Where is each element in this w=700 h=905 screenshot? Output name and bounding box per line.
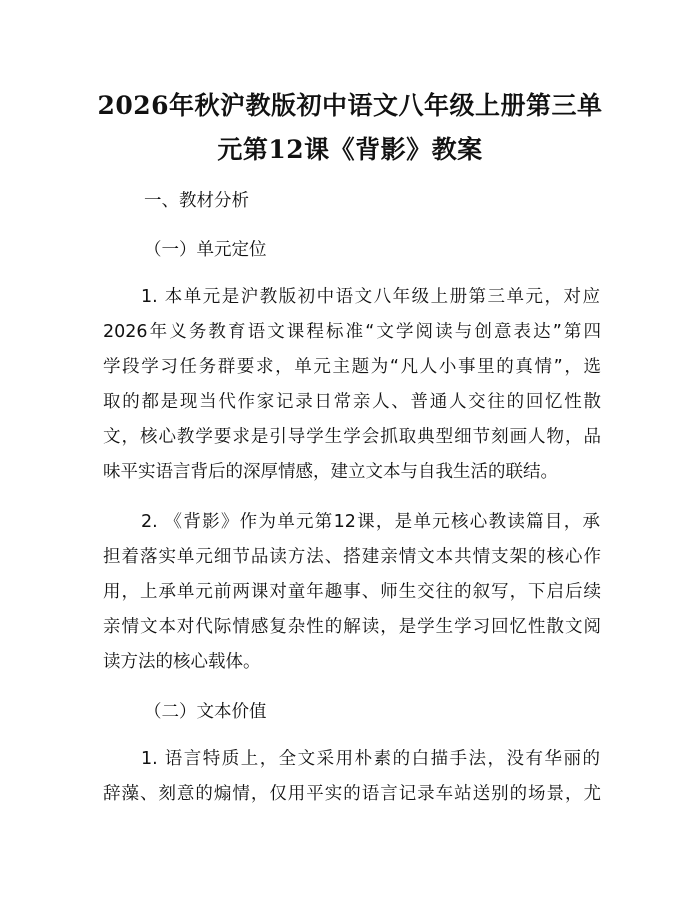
paragraph-line: 取的都是现当代作家记录日常亲人、普通人交往的回忆性散: [103, 392, 601, 412]
paragraph-line: 1. 本单元是沪教版初中语文八年级上册第三单元，对应: [141, 287, 600, 307]
document-title-line-1: 2026年秋沪教版初中语文八年级上册第三单: [97, 91, 603, 120]
subsection-heading-text-value: （二）文本价值: [144, 702, 267, 722]
paragraph-line: 亲情文本对代际情感复杂性的解读，是学生学习回忆性散文阅: [103, 617, 601, 637]
section-heading-textbook-analysis: 一、教材分析: [144, 191, 249, 211]
subsection-heading-unit-positioning: （一）单元定位: [144, 240, 267, 260]
paragraph-line: 1. 语言特质上，全文采用朴素的白描手法，没有华丽的: [141, 749, 600, 769]
paragraph-line: 担着落实单元细节品读方法、搭建亲情文本共情支架的核心作: [103, 547, 601, 567]
paragraph-line: 文，核心教学要求是引导学生学会抓取典型细节刻画人物，品: [103, 427, 601, 447]
paragraph-line: 学段学习任务群要求，单元主题为“凡人小事里的真情”，选: [103, 357, 601, 377]
paragraph-line: 读方法的核心载体。: [103, 652, 261, 672]
paragraph-line: 2. 《背影》作为单元第12课，是单元核心教读篇目，承: [141, 512, 600, 532]
paragraph-line: 2026年义务教育语文课程标准“文学阅读与创意表达”第四: [103, 322, 601, 342]
paragraph-line: 味平实语言背后的深厚情感，建立文本与自我生活的联结。: [103, 462, 558, 482]
paragraph-line: 辞藻、刻意的煽情，仅用平实的语言记录车站送别的场景，尤: [103, 784, 601, 804]
document-title-line-2: 元第12课《背影》教案: [217, 135, 483, 164]
paragraph-line: 用，上承单元前两课对童年趣事、师生交往的叙写，下启后续: [103, 582, 601, 602]
